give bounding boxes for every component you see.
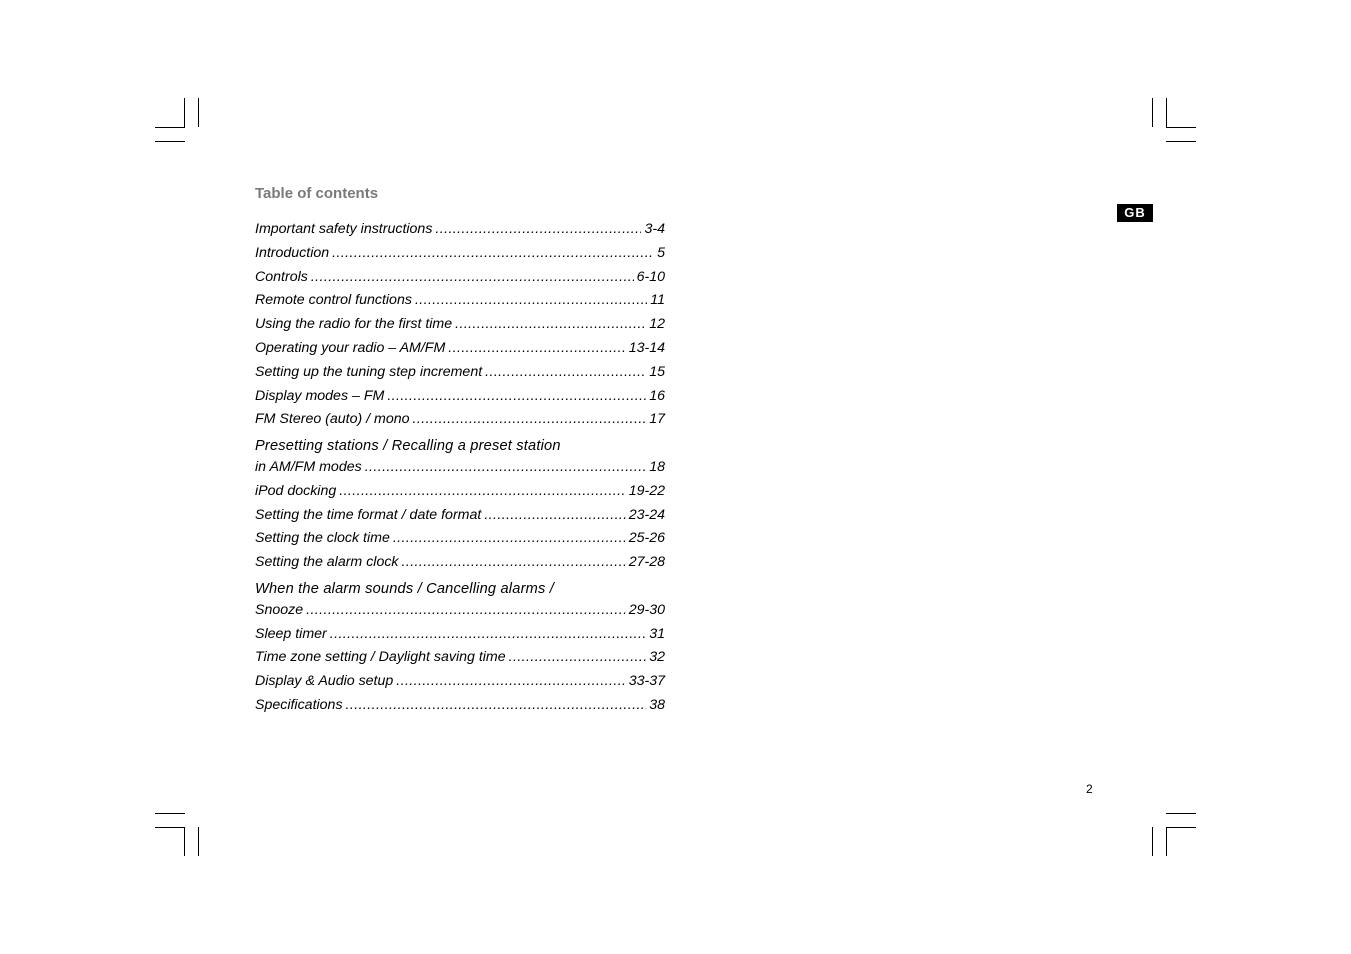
- toc-entry-continued: When the alarm sounds / Cancelling alarms /: [255, 580, 554, 597]
- toc-entry-leader: [346, 697, 647, 713]
- toc-entry-leader: [365, 459, 647, 475]
- toc-entry-page: 19-22: [628, 482, 665, 499]
- toc-entry-page: 11: [650, 292, 665, 309]
- toc-entry: [255, 602, 665, 626]
- toc-entry-page: 13-14: [628, 339, 665, 356]
- toc-entry-text: Display & Audio setup: [255, 673, 394, 690]
- toc-entry-text: iPod docking: [255, 482, 337, 499]
- crop-mark-top-right-v2: [1166, 98, 1167, 127]
- toc-entry: [255, 411, 665, 435]
- toc-entry-page: 23-24: [628, 506, 665, 523]
- toc-entry-text: Remote control functions: [255, 292, 412, 309]
- crop-mark-top-right-h1: [1166, 127, 1196, 128]
- crop-mark-bottom-right-v1: [1152, 827, 1153, 856]
- toc-entry-leader: [484, 507, 625, 523]
- toc-entry-page: 18: [649, 458, 665, 475]
- toc-entry-leader: [435, 221, 641, 237]
- toc-entry-text: FM Stereo (auto) / mono: [255, 411, 410, 428]
- crop-mark-bottom-right-v2: [1166, 827, 1167, 856]
- toc-entry-page: 38: [649, 696, 665, 713]
- toc-entry: [255, 459, 665, 483]
- page-number: 2: [1086, 782, 1093, 796]
- toc-entry-leader: [311, 269, 634, 285]
- toc-entry: [255, 483, 665, 507]
- crop-mark-bottom-right-h2: [1166, 827, 1196, 828]
- toc-entry-text: Snooze: [255, 601, 304, 618]
- toc-entry-leader: [402, 554, 626, 570]
- toc-entry-leader: [448, 340, 625, 356]
- crop-mark-bottom-left-v2: [198, 827, 199, 856]
- toc-entry-leader: [455, 316, 646, 332]
- toc-entry: [255, 554, 665, 578]
- toc-entry-page: 32: [649, 649, 665, 666]
- toc-entry-text: Important safety instructions: [255, 221, 433, 237]
- toc-entry: [255, 292, 665, 316]
- toc-entry-text: Setting the time format / date format: [255, 506, 482, 523]
- toc-entry: [255, 649, 665, 673]
- toc-entry-page: 31: [649, 625, 665, 642]
- toc-entry-leader: [387, 388, 646, 404]
- toc-entry-page: 5: [657, 244, 665, 261]
- toc-entry-text: Display modes – FM: [255, 387, 385, 404]
- toc-entry-text: Time zone setting / Daylight saving time: [255, 649, 506, 666]
- toc-entry-page: 17: [649, 411, 665, 428]
- toc-entry: [255, 626, 665, 650]
- toc-entry-text: Setting the clock time: [255, 530, 390, 547]
- toc-entry: [255, 388, 665, 412]
- toc-entry-page: 33-37: [628, 673, 665, 690]
- toc-entry-continued: Presetting stations / Recalling a preset station: [255, 438, 561, 455]
- toc-entry-page: 3-4: [644, 221, 665, 237]
- toc-entry: [255, 245, 665, 269]
- crop-mark-top-left-h2: [155, 141, 185, 142]
- toc-entry: [255, 697, 665, 721]
- toc-entry-text: Sleep timer: [255, 625, 327, 642]
- toc-entry: [255, 316, 665, 340]
- toc-entry-leader: [339, 483, 625, 499]
- toc-entry: [255, 673, 665, 697]
- toc-entry: [255, 364, 665, 388]
- toc-entry-leader: [306, 602, 626, 618]
- toc-entry-page: 25-26: [628, 530, 665, 547]
- toc-entry-text: Using the radio for the first time: [255, 316, 453, 333]
- crop-mark-top-right-v1: [1152, 98, 1153, 127]
- toc-entry-page: 29-30: [628, 601, 665, 618]
- crop-mark-top-left-v1: [184, 98, 185, 127]
- toc-entry: [255, 269, 665, 293]
- toc-entry-text: Specifications: [255, 696, 343, 713]
- crop-mark-top-left-h1: [155, 127, 185, 128]
- crop-mark-bottom-left-v1: [184, 827, 185, 856]
- toc-entry-leader: [330, 626, 646, 642]
- toc-entry-leader: [396, 673, 625, 689]
- toc-entry-page: 27-28: [628, 554, 665, 571]
- toc-entry: [255, 507, 665, 531]
- crop-mark-top-left-v2: [198, 98, 199, 127]
- crop-mark-bottom-right-h1: [1166, 813, 1196, 814]
- language-badge: GB: [1117, 204, 1153, 222]
- toc-entry-text: Setting the alarm clock: [255, 554, 399, 571]
- toc-title: Table of contents: [255, 185, 379, 202]
- toc-entry-leader: [393, 530, 626, 546]
- toc-entry-page: 12: [649, 316, 665, 333]
- crop-mark-bottom-left-h2: [155, 827, 185, 828]
- toc-entry-text: Introduction: [255, 244, 330, 261]
- toc-entry-leader: [485, 364, 646, 380]
- crop-mark-bottom-left-h1: [155, 813, 185, 814]
- toc-entry-page: 6-10: [636, 268, 665, 285]
- toc-entry-leader: [413, 411, 647, 427]
- toc-entry: [255, 340, 665, 364]
- toc-entry-text: Setting up the tuning step increment: [255, 363, 483, 380]
- toc-entry-page: 16: [649, 387, 665, 404]
- crop-mark-top-right-h2: [1166, 141, 1196, 142]
- toc-entry-leader: [415, 292, 647, 308]
- toc-list: [255, 221, 665, 721]
- toc-entry-page: 15: [649, 363, 665, 380]
- toc-entry: [255, 530, 665, 554]
- toc-entry-text: Operating your radio – AM/FM: [255, 339, 446, 356]
- toc-entry-text: in AM/FM modes: [255, 458, 362, 475]
- toc-entry-leader: [509, 649, 647, 665]
- toc-entry-text: Controls: [255, 268, 308, 285]
- toc-entry: [255, 221, 665, 245]
- toc-entry-leader: [332, 245, 654, 261]
